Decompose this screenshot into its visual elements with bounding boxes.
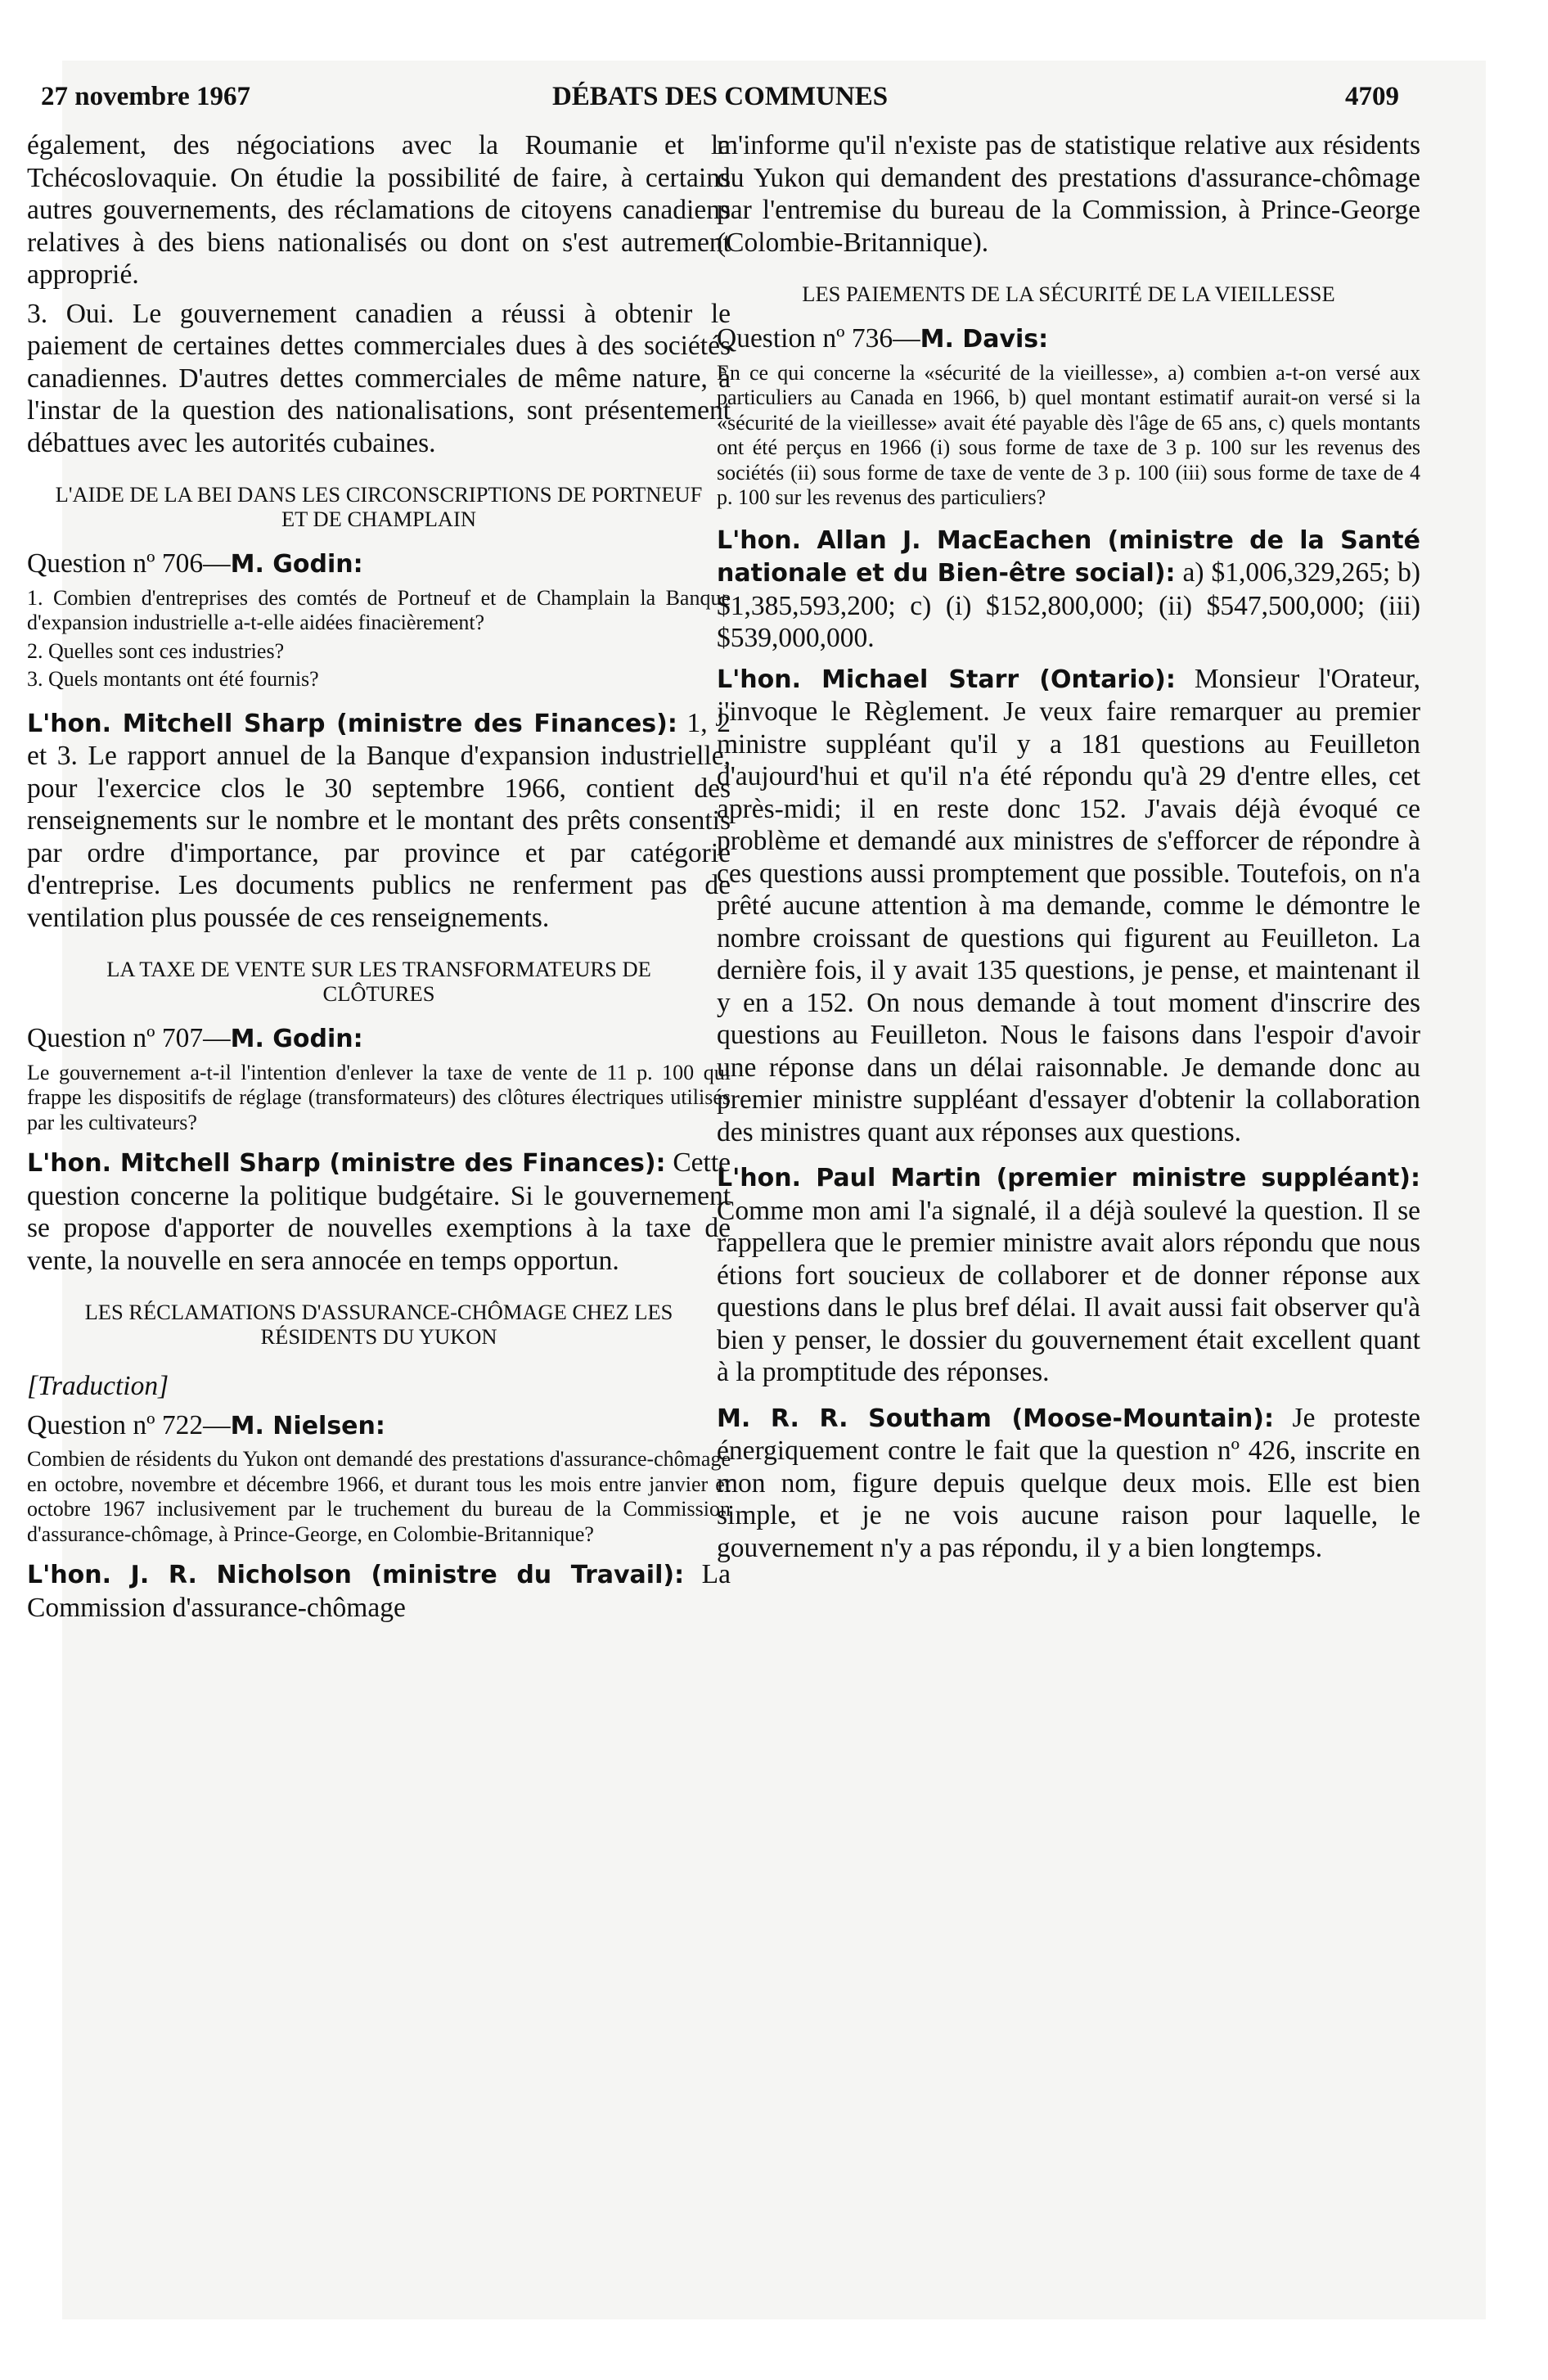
- question-label: Question nº 707—: [27, 1023, 231, 1053]
- paragraph: 3. Oui. Le gouvernement canadien a réussi à obtenir le paiement de certaines dettes commerciales dues à des sociétés canadiennes. D'autres dettes commerciales de même nature, à l'instar de la question des nationalisations, sont présentement débattues avec les autorités cubaines.: [27, 298, 731, 458]
- question-asker: M. Godin:: [230, 1025, 363, 1053]
- question-text: 1. Combien d'entreprises des comtés de Portneuf et de Champlain la Banque d'expansion industrielle a-t-elle aidées finacièrement?: [27, 585, 731, 634]
- header-date: 27 novembre 1967: [41, 82, 251, 111]
- section-heading: LA TAXE DE VENTE SUR LES TRANSFORMATEURS DE CLÔTURES: [106, 957, 651, 1006]
- speaker-name: L'hon. Mitchell Sharp (ministre des Finances):: [27, 709, 677, 738]
- right-column: [717, 129, 1420, 1571]
- paragraph: également, des négociations avec la Roumanie et la Tchécoslovaquie. On étudie la possibilité de faire, à certains autres gouvernements, des réclamations de citoyens canadiens relatives à des biens nationalisés ou dont on s'est autrement approprié.: [27, 130, 731, 290]
- question-line: [27, 1409, 731, 1443]
- question-label: Question nº 736—: [717, 323, 920, 354]
- answer-text: Cette question concerne la politique budgétaire. Si le gouvernement se propose d'apporter de nouvelles exemptions à la taxe de vente, la nouvelle en sera annocée en temps opportun.: [27, 1147, 731, 1276]
- left-column: [27, 129, 731, 1630]
- section-heading: L'AIDE DE LA BEI DANS LES CIRCONSCRIPTIONS DE PORTNEUF ET DE CHAMPLAIN: [55, 482, 703, 531]
- paragraph: m'informe qu'il n'existe pas de statistique relative aux résidents du Yukon qui demandent des prestations d'assurance-chômage par l'entremise du bureau de la Commission, à Prince-George (Colombie-Britannique).: [717, 130, 1420, 258]
- answer: [27, 707, 731, 935]
- question-line: [27, 1022, 731, 1056]
- page-number: 4709: [1345, 82, 1399, 111]
- speaker-name: M. R. R. Southam (Moose-Mountain):: [717, 1404, 1275, 1433]
- intervention-text: Monsieur l'Orateur, j'invoque le Règlement. Je veux faire remarquer au premier ministre suppléant qu'il y a 181 questions au Feuilleton d'aujourd'hui et qu'il n'a été répondu qu'à 29 d'entre elles, cet après-midi; il en reste donc 152. J'avais déjà évoqué ce problème et demandé aux ministres de s'efforcer de répondre à ces questions aussi promptement que possible. Toutefois, on n'a prêté aucune attention à ma demande, comme le démontre le nombre croissant de questions qui figurent au Feuilleton. La dernière fois, il y avait 135 questions, je pense, et maintenant il y en a 152. On nous demande à tout moment d'inscrire des questions au Feuilleton. Nous le faisons dans l'espoir d'avoir une réponse dans un délai raisonnable. Je demande donc au premier ministre suppléant d'essayer d'obtenir la collaboration des ministres quant aux réponses aux questions.: [717, 663, 1421, 1147]
- question-text: 3. Quels montants ont été fournis?: [27, 667, 319, 691]
- intervention: [717, 663, 1420, 1149]
- intervention-text: Je proteste énergiquement contre le fait que la question nº 426, inscrite en mon nom, figure depuis quelque deux mois. Elle est bien simple, et je ne vois aucune raison pour laquelle, le gouvernement n'y a pas répondu, il y a bien longtemps.: [717, 1402, 1420, 1563]
- answer-text: a) $1,006,329,265; b) $1,385,593,200; c) (i) $152,800,000; (ii) $547,500,000; (iii) $539,000,000.: [717, 557, 1420, 653]
- answer-text: 1, 2 et 3. Le rapport annuel de la Banque d'expansion industrielle, pour l'exercice clos le 30 septembre 1966, contient des renseignements sur le nombre et le montant des prêts consentis par ordre d'importance, par province et par catégorie d'entreprise. Les documents publics ne renferment pas de ventilation plus poussée de ces renseignements.: [27, 707, 731, 933]
- question-asker: M. Nielsen:: [230, 1411, 385, 1440]
- answer: [717, 524, 1420, 655]
- speaker-name: L'hon. Allan J. MacEachen (ministre de la Santé nationale et du Bien-être social):: [717, 525, 1420, 588]
- answer: [27, 1147, 731, 1277]
- speaker-name: L'hon. Paul Martin (premier ministre suppléant):: [717, 1164, 1420, 1192]
- question-asker: M. Davis:: [920, 325, 1049, 354]
- running-header: [41, 82, 1399, 119]
- question-text: Le gouvernement a-t-il l'intention d'enlever la taxe de vente de 11 p. 100 qui frappe les dispositifs de réglage (transformateurs) des clôtures électriques utilisés par les cultivateurs?: [27, 1060, 731, 1134]
- question-line: [27, 548, 731, 581]
- question-label: Question nº 722—: [27, 1409, 231, 1440]
- section-heading: LES PAIEMENTS DE LA SÉCURITÉ DE LA VIEILLESSE: [802, 282, 1335, 306]
- speaker-name: L'hon. J. R. Nicholson (ministre du Travail):: [27, 1561, 685, 1589]
- question-text: 2. Quelles sont ces industries?: [27, 638, 285, 663]
- question-label: Question nº 706—: [27, 548, 231, 579]
- question-asker: M. Godin:: [230, 550, 363, 579]
- question-text: Combien de résidents du Yukon ont demandé des prestations d'assurance-chômage en octobre, novembre et décembre 1966, et durant tous les mois entre janvier et octobre 1967 inclusivement par le truchement du bureau de la Commission d'assurance-chômage, à Prince-George, en Colombie-Britannique?: [27, 1447, 731, 1546]
- intervention: [717, 1402, 1420, 1565]
- answer-text: La Commission d'assurance-chômage: [27, 1559, 731, 1623]
- translation-note: [Traduction]: [27, 1371, 169, 1401]
- answer: [27, 1558, 731, 1624]
- intervention: [717, 1161, 1420, 1389]
- speaker-name: L'hon. Michael Starr (Ontario):: [717, 665, 1176, 694]
- speaker-name: L'hon. Mitchell Sharp (ministre des Finances):: [27, 1149, 666, 1178]
- intervention-text: Comme mon ami l'a signalé, il a déjà soulevé la question. Il se rappellera que le premier ministre avait alors répondu que nous étions fort soucieux de collaborer et de donner réponse aux questions dans le plus bref délai. Il avait aussi fait observer qu'à bien y penser, le dossier du gouvernement était excellent quant à la promptitude des réponses.: [717, 1195, 1420, 1387]
- section-heading: LES RÉCLAMATIONS D'ASSURANCE-CHÔMAGE CHEZ LES RÉSIDENTS DU YUKON: [84, 1300, 673, 1349]
- question-text: En ce qui concerne la «sécurité de la vieillesse», a) combien a-t-on versé aux particuliers au Canada en 1966, b) quel montant estimatif aurait-on versé si la «sécurité de la vieillesse» avait été payable dès l'âge de 65 ans, c) quels montants ont été perçus en 1966 (i) sous forme de taxe de 3 p. 100 sur les revenus des sociétés (ii) sous forme de taxe de vente de 3 p. 100 (iii) sous forme de taxe de 4 p. 100 sur les revenus des particuliers?: [717, 360, 1420, 509]
- question-line: [717, 322, 1420, 356]
- header-title: DÉBATS DES COMMUNES: [551, 82, 889, 111]
